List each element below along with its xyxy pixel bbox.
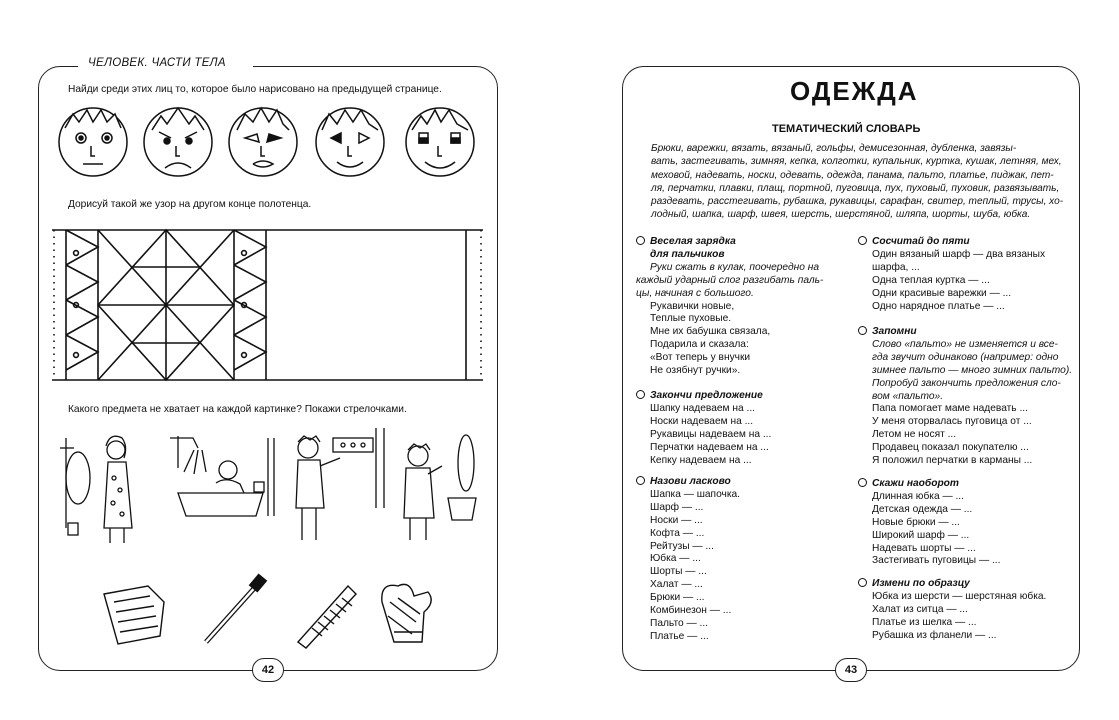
section-zapomni: [858, 326, 1072, 468]
exercise-line: Перчатки надеваем на ...: [650, 441, 769, 453]
poem-line: Теплые пуховые.: [650, 313, 732, 325]
poem-line: Мне их бабушка связала,: [650, 326, 771, 338]
right-page-number: 43: [835, 658, 867, 682]
exercise-line: Кофта — ...: [650, 527, 705, 539]
exercise-line: Платье — ...: [650, 630, 709, 642]
left-page-number: 42: [252, 658, 284, 682]
section-title: для пальчиков: [650, 248, 725, 260]
instruction-line: цы, начиная с большого.: [636, 287, 754, 299]
exercise-line: Носки надеваем на ...: [650, 415, 754, 427]
instruction-line: гда звучит одинаково (например: одно: [872, 351, 1059, 363]
exercise-line: Папа помогает маме надевать ...: [872, 403, 1028, 415]
exercise-line: Широкий шарф — ...: [872, 529, 970, 541]
objects-row: [98, 572, 443, 652]
section-zaryadka: [636, 236, 823, 378]
exercise-line: Я положил перчатки в карманы ...: [872, 455, 1033, 467]
right-title: ОДЕЖДА: [790, 76, 919, 106]
exercise-line: Детская одежда — ...: [872, 503, 973, 515]
towel-pattern: [50, 220, 485, 388]
scene-bath: [170, 436, 274, 516]
bullet-icon: [858, 478, 867, 487]
face-5: [406, 108, 474, 176]
section-title: Назови ласково: [650, 476, 731, 487]
exercise-line: Платье из шелка — ...: [872, 616, 977, 628]
exercise-line: Надевать шорты — ...: [872, 542, 976, 554]
face-2: [144, 108, 212, 176]
exercise-line: Пальто — ...: [650, 617, 708, 629]
instruction-line: Слово «пальто» не изменяется и все-: [872, 338, 1058, 350]
section-title: Измени по образцу: [872, 578, 970, 589]
section-zakonchi: [636, 390, 771, 467]
bullet-icon: [858, 326, 867, 335]
towel-object: [104, 586, 164, 644]
bullet-icon: [858, 236, 867, 245]
toothbrush-object: [206, 574, 266, 642]
exercise-line: Шарф — ...: [650, 501, 704, 513]
vocab-line: лодный, шапка, шарф, швея, шерсть, шерстяной, шляпа, шорты, шуба, юбка.: [651, 209, 1031, 221]
vocab-line: Брюки, варежки, вязать, вязаный, гольфы, демисезонная, дубленка, завязы-: [651, 143, 1017, 154]
vocab-line: раздевать, расстегивать, рубашка, рукавицы, сарафан, свитер, теплый, трусы, хо-: [651, 196, 1064, 208]
section-soschitay: [858, 236, 1045, 313]
section-title: Сосчитай до пяти: [872, 236, 970, 247]
poem-line: «Вот теперь у внучки: [650, 352, 751, 364]
exercise-line: Халат из ситца — ...: [872, 603, 968, 615]
exercise-line: Продавец показал покупателю ...: [872, 442, 1029, 454]
missing-objects-scenes: [58, 428, 478, 548]
instruction-line: Руки сжать в кулак, поочередно на: [650, 261, 819, 273]
face-3: [229, 108, 297, 176]
exercise-line: Юбка — ...: [650, 553, 701, 565]
face-1: [59, 108, 127, 176]
exercise-line: Юбка из шерсти — шерстяная юбка.: [872, 590, 1047, 602]
poem-line: Не озябнут ручки».: [650, 365, 741, 377]
exercise-line: Одни красивые варежки — ...: [872, 287, 1012, 299]
exercise-line: Шапку надеваем на ...: [650, 402, 755, 414]
vocabulary-text: [651, 142, 1066, 222]
instruction-line: вом «пальто».: [872, 390, 944, 402]
instruction-line: Попробуй закончить предложения сло-: [872, 377, 1061, 389]
bullet-icon: [636, 390, 645, 399]
comb-object: [298, 586, 356, 648]
exercise-line: Брюки — ...: [650, 592, 705, 604]
right-subtitle: ТЕМАТИЧЕСКИЙ СЛОВАРЬ: [772, 123, 921, 135]
task-faces: Найди среди этих лиц то, которое было нарисовано на предыдущей странице.: [68, 84, 442, 95]
poem-line: Рукавички новые,: [650, 300, 735, 312]
exercise-line: шарфа, ...: [872, 261, 920, 273]
exercise-line: Застегивать пуговицы — ...: [872, 555, 1001, 567]
exercise-line: Одно нарядное платье — ...: [872, 300, 1005, 312]
task-missing: Какого предмета не хватает на каждой картинке? Покажи стрелочками.: [68, 404, 407, 415]
exercise-line: Летом не носят ...: [872, 429, 957, 441]
bullet-icon: [636, 476, 645, 485]
exercise-line: Шапка — шапочка.: [650, 488, 740, 500]
vocab-line: меховой, надевать, носки, одевать, одежда, панама, пальто, платье, пиджак, пет-: [651, 169, 1054, 181]
exercise-line: Кепку надеваем на ...: [650, 454, 752, 466]
section-title: Веселая зарядка: [650, 236, 736, 247]
scene-girl-mirror: [60, 436, 132, 543]
instruction-line: каждый ударный слог разгибать паль-: [636, 274, 824, 286]
oven-mitt-object: [382, 584, 431, 642]
section-title: Скажи наоборот: [872, 478, 959, 489]
section-title: Закончи предложение: [650, 390, 763, 401]
section-nazovi: [636, 476, 740, 644]
section-skazhi: [858, 478, 1000, 568]
exercise-line: Рейтузы — ...: [650, 540, 714, 552]
task-towel: Дорисуй такой же узор на другом конце полотенца.: [68, 199, 312, 210]
vocab-line: ля, перчатки, плавки, плащ, портной, пуговица, пух, пуховый, пуховик, развязывать,: [651, 182, 1060, 194]
section-izmeni: [858, 578, 1046, 643]
exercise-line: У меня оторвалась пуговица от ...: [872, 416, 1032, 428]
exercise-line: Новые брюки — ...: [872, 516, 960, 528]
vocab-line: вать, застегивать, зимняя, кепка, колготки, купальник, куртка, кушак, летняя, мех,: [651, 156, 1062, 168]
exercise-line: Комбинезон — ...: [650, 605, 732, 617]
instruction-line: зимнее пальто — много зимних пальто).: [872, 364, 1073, 376]
exercise-line: Халат — ...: [650, 579, 703, 591]
faces-illustration: [55, 100, 480, 190]
exercise-line: Длинная юбка — ...: [872, 490, 964, 502]
poem-line: Подарила и сказала:: [650, 339, 749, 351]
scene-boy-switch: [296, 428, 384, 540]
exercise-line: Рукавицы надеваем на ...: [650, 428, 772, 440]
face-4: [316, 108, 384, 176]
exercise-line: Один вязаный шарф — два вязаных: [872, 248, 1046, 260]
left-header: ЧЕЛОВЕК. ЧАСТИ ТЕЛА: [88, 57, 226, 69]
exercise-line: Шорты — ...: [650, 566, 707, 578]
section-title: Запомни: [872, 326, 917, 337]
exercise-line: Одна теплая куртка — ...: [872, 274, 990, 286]
bullet-icon: [858, 578, 867, 587]
exercise-line: Рубашка из фланели — ...: [872, 629, 997, 641]
bullet-icon: [636, 236, 645, 245]
exercise-line: Носки — ...: [650, 514, 703, 526]
scene-boy-teeth: [404, 435, 476, 540]
